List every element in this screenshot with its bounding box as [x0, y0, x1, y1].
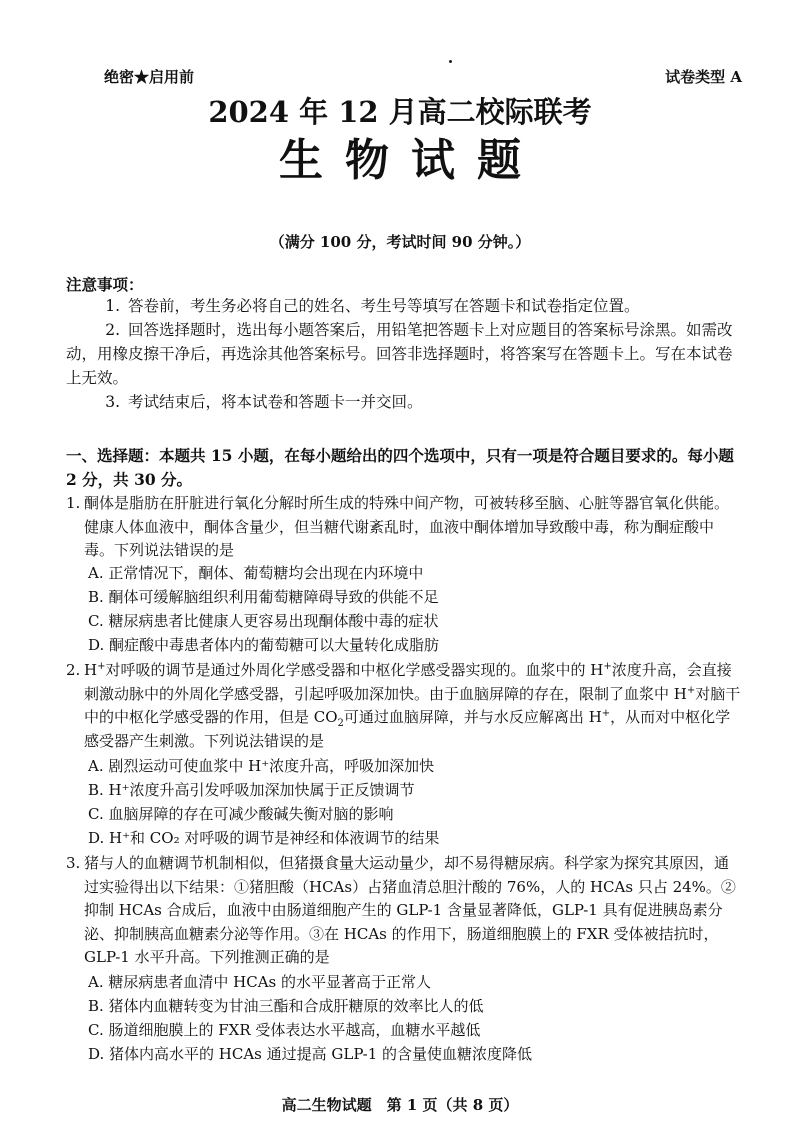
- question-3-stem: [66, 852, 742, 970]
- question-number: 1.: [66, 494, 81, 512]
- subject-title: 生物试题: [279, 135, 543, 186]
- question-1-option-c: C. 糖尿病患者比健康人更容易出现酮体酸中毒的症状: [88, 612, 439, 630]
- stem-text: 浓度升高，会直接刺激动脉中的外周化学感受器，引起呼吸加深加快。由于血脑屏障的存在，限制了血浆中 H: [84, 661, 732, 703]
- question-2-option-d: D. H⁺和 CO₂ 对呼吸的调节是神经和体液调节的结果: [88, 829, 440, 847]
- question-2-stem: [66, 659, 742, 753]
- question-1-option-b: B. 酮体可缓解脑组织利用葡萄糖障碍导致的供能不足: [88, 588, 439, 606]
- stem-text: 对脑干中的中枢化学感受器的作用，但是 CO: [84, 684, 741, 726]
- exam-title: 2024 年 12 月高二校际联考: [208, 95, 592, 129]
- question-number: 2.: [66, 661, 81, 679]
- page-footer: 高二生物试题 第 1 页（共 8 页）: [281, 1096, 519, 1114]
- exam-info: （满分 100 分，考试时间 90 分钟。）: [269, 233, 531, 251]
- superscript: +: [601, 708, 611, 719]
- section-heading: 一、选择题：本题共 15 小题，在每小题给出的四个选项中，只有一项是符合题目要求的。每小题 2 分，共 30 分。: [66, 446, 734, 489]
- notice-number: 3.: [105, 393, 120, 411]
- question-1-option-d: D. 酮症酸中毒患者体内的葡萄糖可以大量转化成脂肪: [88, 636, 440, 654]
- question-number: 3.: [66, 854, 81, 872]
- question-2-option-a: A. 剧烈运动可使血浆中 H⁺浓度升高，呼吸加深加快: [88, 757, 435, 775]
- question-3-option-b: B. 猪体内血糖转变为甘油三酯和合成肝糖原的效率比人的低: [88, 997, 484, 1015]
- notice-item: [66, 318, 742, 390]
- notice-item: [66, 390, 742, 414]
- notice-heading: 注意事项：: [66, 275, 144, 294]
- notice-number: 2.: [105, 321, 120, 339]
- confidential-label: 绝密★启用前: [104, 68, 195, 86]
- notice-number: 1.: [105, 297, 120, 315]
- question-2-option-b: B. H⁺浓度升高引发呼吸加深加快属于正反馈调节: [88, 781, 415, 799]
- stem-text: ，从而对中枢化学感受器产生刺激。下列说法错误的是: [84, 708, 731, 750]
- question-1-option-a: A. 正常情况下，酮体、葡萄糖均会出现在内环境中: [88, 564, 424, 582]
- question-2-option-c: C. 血脑屏障的存在可减少酸碱失衡对脑的影响: [88, 805, 394, 823]
- subscript: 2: [337, 718, 344, 729]
- superscript: +: [686, 684, 696, 696]
- scan-speck: [449, 60, 452, 63]
- stem-text: H: [84, 661, 98, 679]
- question-1-stem: [66, 492, 742, 563]
- stem-text: 可通过血脑屏障，并与水反应解离出 H: [343, 708, 602, 726]
- notice-text: 回答选择题时，选出每小题答案后，用铅笔把答题卡上对应题目的答案标号涂黑。如需改动，用橡皮擦干净后，再选涂其他答案标号。回答非选择题时，将答案写在答题卡上。写在本试卷上无效。: [66, 321, 733, 387]
- question-3-option-a: A. 糖尿病患者血清中 HCAs 的水平显著高于正常人: [88, 973, 431, 991]
- question-3-option-c: C. 肠道细胞膜上的 FXR 受体表达水平越高，血糖水平越低: [88, 1021, 481, 1039]
- question-3-option-d: D. 猪体内高水平的 HCAs 通过提高 GLP-1 的含量使血糖浓度降低: [88, 1045, 533, 1063]
- notice-item: [66, 294, 742, 318]
- notice-text: 答卷前，考生务必将自己的姓名、考生号等填写在答题卡和试卷指定位置。: [128, 297, 640, 315]
- question-text: 猪与人的血糖调节机制相似，但猪摄食量大运动量少，却不易得糖尿病。科学家为探究其原因，通过实验得出以下结果：①猪胆酸（HCAs）占猪血清总胆汁酸的 76%，人的 HCAs 只占 24%。②抑制 HCAs 合成后，血液中由肠道细胞产生的 GLP-1 含量显著降低，GLP-1 具有促进胰岛素分泌、抑制胰高血糖素分泌等作用。③在 HCAs 的作用下，肠道细胞膜上的 FXR 受体被拮抗时，GLP-1 水平升高。下列推测正确的是: [84, 854, 736, 966]
- notice-text: 考试结束后，将本试卷和答题卡一并交回。: [128, 393, 423, 411]
- paper-type-label: 试卷类型 A: [665, 68, 742, 86]
- stem-text: 对呼吸的调节是通过外周化学感受器和中枢化学感受器实现的。血浆中的 H: [105, 661, 604, 679]
- superscript: +: [97, 661, 106, 672]
- question-text: 酮体是脂肪在肝脏进行氧化分解时所生成的特殊中间产物，可被转移至脑、心脏等器官氧化供能。健康人体血液中，酮体含量少，但当糖代谢紊乱时，血液中酮体增加导致酸中毒，称为酮症酸中毒。下列说法错误的是: [84, 494, 730, 559]
- superscript: +: [603, 661, 612, 672]
